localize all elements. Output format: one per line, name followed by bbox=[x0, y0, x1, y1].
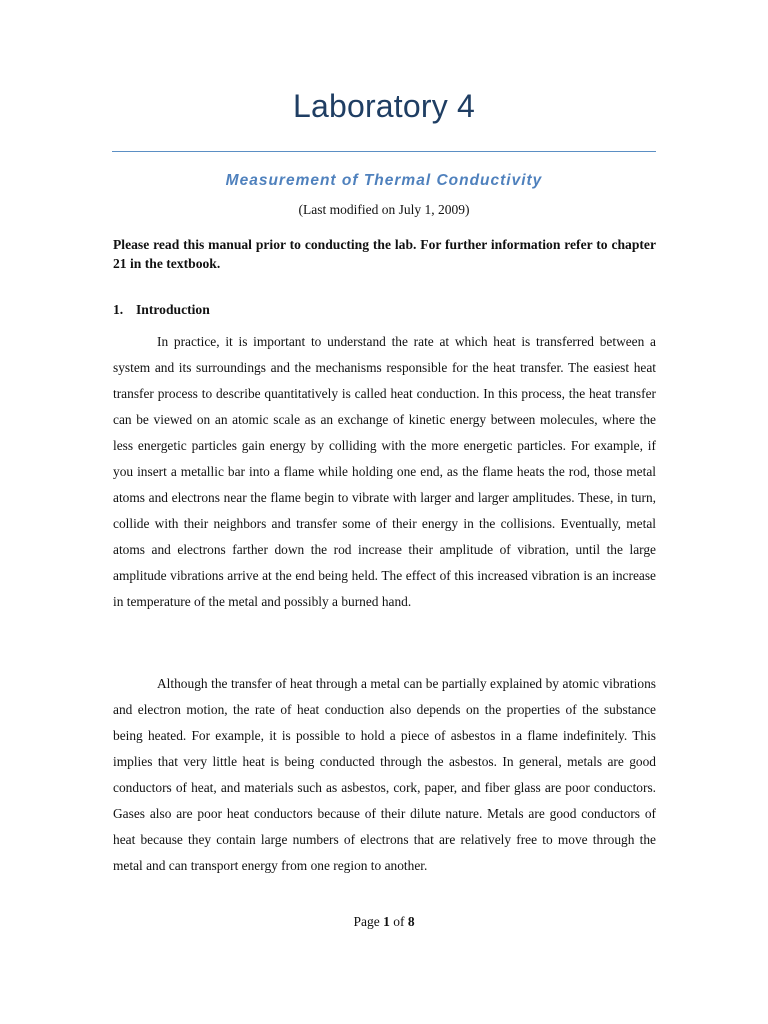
section-title: Introduction bbox=[136, 302, 210, 317]
page-footer bbox=[0, 914, 768, 930]
section-heading bbox=[113, 302, 210, 318]
paragraph: Although the transfer of heat through a metal can be partially explained by atomic vibrations and electron motion, the rate of heat conduction also depends on the properties of the substance being heated. For example, it is possible to hold a piece of asbestos in a flame indefinitely. This implies that very little heat is being conducted through the asbestos. In general, metals are good conductors of heat, and materials such as asbestos, cork, paper, and fiber glass are poor conductors. Gases also are poor heat conductors because of their dilute nature. Metals are good conductors of heat because they contain large numbers of electrons that are relatively free to move through the metal and can transport energy from one region to another. bbox=[113, 676, 656, 873]
last-modified-note: (Last modified on July 1, 2009) bbox=[298, 202, 470, 217]
document-subtitle: Measurement of Thermal Conductivity bbox=[225, 172, 543, 189]
title-divider bbox=[112, 151, 656, 152]
current-page-number: 1 bbox=[383, 914, 390, 929]
of-label: of bbox=[393, 914, 405, 929]
page-label: Page bbox=[353, 914, 380, 929]
reading-notice: Please read this manual prior to conducting the lab. For further information refer to chapter 21 in the textbook. bbox=[113, 237, 656, 271]
total-page-count: 8 bbox=[407, 914, 415, 929]
document-title: Laboratory 4 bbox=[292, 88, 476, 124]
paragraph: In practice, it is important to understand the rate at which heat is transferred between a system and its surroundings and the mechanisms responsible for the heat transfer. The easiest heat transfer process to describe quantitatively is called heat conduction. In this process, the heat transfer can be viewed on an atomic scale as an exchange of kinetic energy between molecules, where the less energetic particles gain energy by colliding with the more energetic particles. For example, if you insert a metallic bar into a flame while holding one end, as the flame heats the rod, those metal atoms and electrons near the flame begin to vibrate with larger and larger amplitudes. These, in turn, collide with their neighbors and transfer some of their energy in the collisions. Eventually, metal atoms and electrons farther down the rod increase their amplitude of vibration, until the large amplitude vibrations arrive at the end being held. The effect of this increased vibration is an increase in temperature of the metal and possibly a burned hand. bbox=[113, 334, 656, 609]
section-number: 1. bbox=[113, 302, 124, 317]
